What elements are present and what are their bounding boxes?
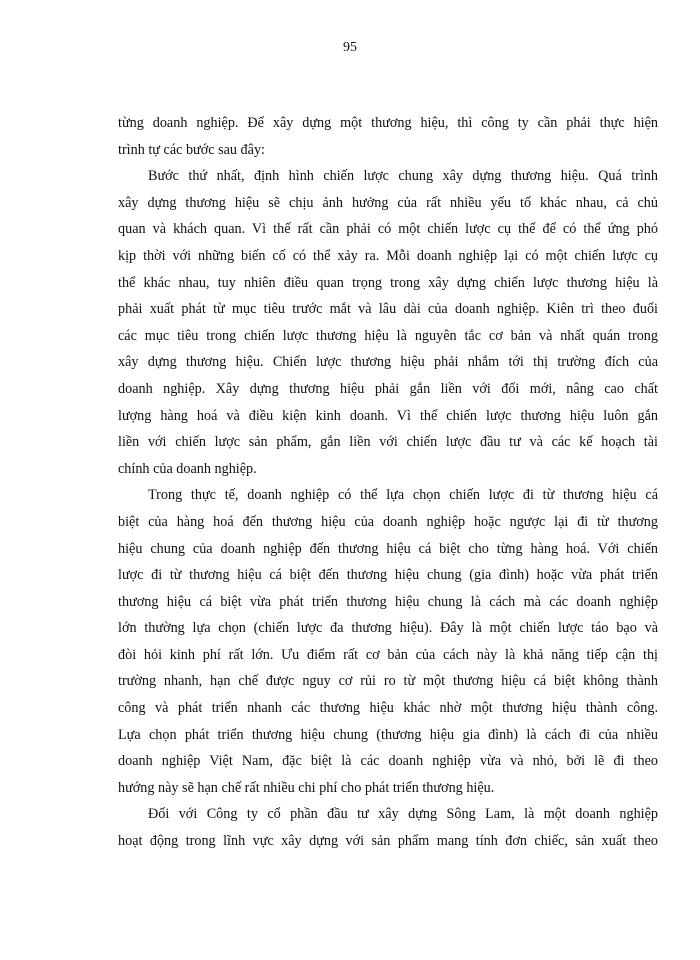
text-line: quan và khách quan. Vì thế rất cần phải có một chiến lược cụ thể để có thể ứng phó xyxy=(118,221,658,238)
text-line: liền với chiến lược sản phẩm, gắn liền với chiến lược đầu tư và các kế hoạch tài xyxy=(118,434,658,451)
text-line: lượng hàng hoá và điều kiện kinh doanh. Vì thế chiến lược thương hiệu luôn gắn xyxy=(118,407,658,424)
body-text xyxy=(118,110,658,855)
text-line: hiệu chung của doanh nghiệp đến thương hiệu cá biệt cho từng hàng hoá. Với chiến xyxy=(118,540,658,557)
text-line: lược đi từ thương hiệu cá biệt đến thương hiệu chung (gia đình) hoặc vừa phát triển xyxy=(118,567,658,584)
paragraph xyxy=(118,110,658,163)
text-line: xây dựng thương hiệu. Chiến lược thương hiệu phải nhắm tới thị trường đích của xyxy=(118,354,658,371)
text-line: biệt của hàng hoá đến thương hiệu của doanh nghiệp hoặc ngược lại đi từ thương xyxy=(118,513,658,530)
text-line: kịp thời với những biến cố có thể xảy ra. Mỗi doanh nghiệp lại có một chiến lược cụ xyxy=(118,247,658,264)
text-line: đòi hỏi kinh phí rất lớn. Ưu điểm rất cơ bản của cách này là khả năng tiếp cận thị xyxy=(118,646,658,663)
text-line: doanh nghiệp. Xây dựng thương hiệu phải gắn liền với đổi mới, nâng cao chất xyxy=(118,380,658,397)
text-line: phải xuất phát từ mục tiêu trước mắt và lâu dài của doanh nghiệp. Kiên trì theo đuổi xyxy=(118,301,658,318)
paragraph xyxy=(118,163,658,482)
text-line: Đối với Công ty cổ phần đầu tư xây dựng Sông Lam, là một doanh nghiệp xyxy=(148,806,658,823)
text-line: lớn thường lựa chọn (chiến lược đa thương hiệu). Đây là một chiến lược táo bạo và xyxy=(118,620,658,637)
text-line: Bước thứ nhất, định hình chiến lược chung xây dựng thương hiệu. Quá trình xyxy=(148,168,658,185)
text-line: trường nhanh, hạn chế được nguy cơ rủi ro từ một thương hiệu cá biệt không thành xyxy=(118,673,658,690)
page-number: 95 xyxy=(343,40,357,55)
text-line: hướng này sẽ hạn chế rất nhiều chi phí cho phát triển thương hiệu. xyxy=(118,779,495,796)
text-line: công và phát triển nhanh các thương hiệu khác nhờ một thương hiệu thành công. xyxy=(118,700,658,717)
text-line: trình tự các bước sau đây: xyxy=(118,141,265,158)
text-line: Lựa chọn phát triển thương hiệu chung (thương hiệu gia đình) là cách đi của nhiều xyxy=(118,726,658,743)
text-line: doanh nghiệp Việt Nam, đặc biệt là các doanh nghiệp vừa và nhỏ, bởi lẽ đi theo xyxy=(118,753,658,770)
text-line: chính của doanh nghiệp. xyxy=(118,460,257,477)
text-line: xây dựng thương hiệu sẽ chịu ảnh hưởng của rất nhiều yếu tố khác nhau, cả chủ xyxy=(118,194,658,211)
paragraph xyxy=(118,482,658,801)
text-line: thể khác nhau, tuy nhiên điều quan trọng trong xây dựng chiến lược thương hiệu là xyxy=(118,274,658,291)
text-line: từng doanh nghiệp. Để xây dựng một thương hiệu, thì công ty cần phải thực hiện xyxy=(118,115,658,131)
text-line: các mục tiêu trong chiến lược thương hiệu là nguyên tắc cơ bản và nhất quán trong xyxy=(118,327,658,344)
text-line: Trong thực tế, doanh nghiệp có thể lựa chọn chiến lược đi từ thương hiệu cá xyxy=(148,487,658,504)
text-line: thương hiệu cá biệt vừa phát triển thương hiệu chung là cách mà các doanh nghiệp xyxy=(118,593,658,610)
text-line: hoạt động trong lĩnh vực xây dựng với sản phẩm mang tính đơn chiếc, sản xuất theo xyxy=(118,833,658,850)
paragraph xyxy=(118,801,658,854)
